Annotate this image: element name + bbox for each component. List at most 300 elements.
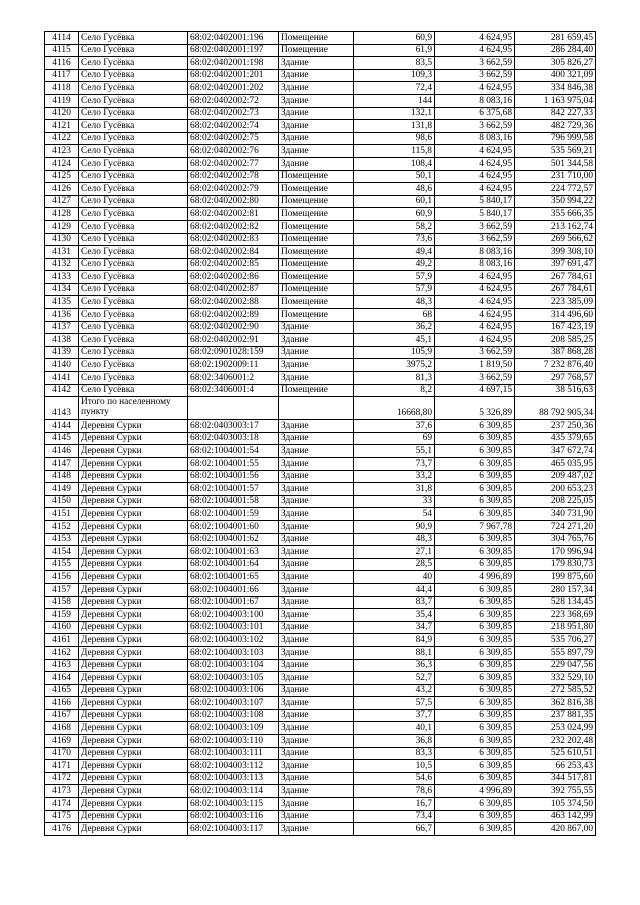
settlement-cell: Село Гусёвка (79, 170, 188, 183)
object-type-cell: Помещение (279, 309, 354, 322)
specific-value-cell: 6 309,85 (435, 508, 515, 521)
area-cell: 37,7 (354, 709, 435, 722)
row-number-cell: 4167 (45, 709, 79, 722)
cadastral-number-cell: 68:02:0402002:86 (188, 271, 279, 284)
table-row (45, 558, 596, 571)
settlement-cell: Деревня Сурки (79, 823, 188, 836)
area-cell: 34,7 (354, 621, 435, 634)
cadastral-value-cell: 281 659,45 (515, 32, 596, 45)
settlement-cell: Итого по населенному пункту (79, 397, 188, 420)
specific-value-cell: 6 309,85 (435, 709, 515, 722)
table-row (45, 785, 596, 798)
cadastral-value-cell: 314 496,60 (515, 309, 596, 322)
settlement-cell: Село Гусёвка (79, 195, 188, 208)
cadastral-number-cell: 68:02:0402002:81 (188, 208, 279, 221)
cadastral-value-cell: 347 672,74 (515, 445, 596, 458)
object-type-cell: Здание (279, 495, 354, 508)
table-row (45, 420, 596, 433)
cadastral-value-cell: 208 585,25 (515, 334, 596, 347)
cadastral-value-cell: 465 035,95 (515, 458, 596, 471)
cadastral-value-cell: 535 569,21 (515, 145, 596, 158)
object-type-cell: Здание (279, 583, 354, 596)
settlement-cell: Село Гусёвка (79, 94, 188, 107)
cadastral-number-cell: 68:02:0402002:90 (188, 321, 279, 334)
table-row (45, 145, 596, 158)
cadastral-value-cell: 555 897,79 (515, 646, 596, 659)
object-type-cell: Здание (279, 321, 354, 334)
object-type-cell: Здание (279, 69, 354, 82)
table-row (45, 32, 596, 45)
table-row (45, 309, 596, 322)
cadastral-value-cell: 528 134,45 (515, 596, 596, 609)
settlement-cell: Деревня Сурки (79, 609, 188, 622)
object-type-cell: Здание (279, 372, 354, 385)
row-number-cell: 4137 (45, 321, 79, 334)
object-type-cell: Помещение (279, 233, 354, 246)
row-number-cell: 4139 (45, 346, 79, 359)
specific-value-cell: 6 309,85 (435, 659, 515, 672)
settlement-cell: Деревня Сурки (79, 483, 188, 496)
area-cell: 61,9 (354, 44, 435, 57)
area-cell: 88,1 (354, 646, 435, 659)
cadastral-number-cell: 68:02:1004001:60 (188, 520, 279, 533)
area-cell: 69 (354, 432, 435, 445)
object-type-cell: Здание (279, 596, 354, 609)
object-type-cell: Здание (279, 120, 354, 133)
object-type-cell: Здание (279, 132, 354, 145)
settlement-cell: Село Гусёвка (79, 258, 188, 271)
cadastral-value-cell: 223 385,09 (515, 296, 596, 309)
row-number-cell: 4114 (45, 32, 79, 45)
object-type-cell: Здание (279, 810, 354, 823)
settlement-cell: Деревня Сурки (79, 697, 188, 710)
cadastral-number-cell: 68:02:3406001:2 (188, 372, 279, 385)
table-row (45, 646, 596, 659)
cadastral-number-cell: 68:02:1004003:100 (188, 609, 279, 622)
row-number-cell: 4133 (45, 271, 79, 284)
area-cell: 28,5 (354, 558, 435, 571)
area-cell: 78,6 (354, 785, 435, 798)
specific-value-cell: 6 309,85 (435, 583, 515, 596)
cadastral-value-cell: 267 784,61 (515, 283, 596, 296)
settlement-cell: Деревня Сурки (79, 659, 188, 672)
area-cell: 58,2 (354, 220, 435, 233)
table-row (45, 44, 596, 57)
settlement-cell: Деревня Сурки (79, 810, 188, 823)
object-type-cell: Здание (279, 94, 354, 107)
row-number-cell: 4141 (45, 372, 79, 385)
object-type-cell: Здание (279, 760, 354, 773)
cadastral-value-cell: 167 423,19 (515, 321, 596, 334)
object-type-cell: Здание (279, 735, 354, 748)
specific-value-cell: 4 624,95 (435, 170, 515, 183)
cadastral-number-cell: 68:02:0403003:17 (188, 420, 279, 433)
area-cell: 73,4 (354, 810, 435, 823)
table-row (45, 445, 596, 458)
table-row (45, 372, 596, 385)
cadastral-number-cell: 68:02:0402002:87 (188, 283, 279, 296)
cadastral-number-cell: 68:02:1004001:63 (188, 546, 279, 559)
row-number-cell: 4169 (45, 735, 79, 748)
specific-value-cell: 3 662,59 (435, 57, 515, 70)
area-cell: 37,6 (354, 420, 435, 433)
specific-value-cell: 8 083,16 (435, 94, 515, 107)
row-number-cell: 4152 (45, 520, 79, 533)
settlement-cell: Деревня Сурки (79, 470, 188, 483)
table-row (45, 69, 596, 82)
row-number-cell: 4162 (45, 646, 79, 659)
cadastral-value-cell: 224 772,57 (515, 183, 596, 196)
table-row (45, 321, 596, 334)
specific-value-cell: 8 083,16 (435, 132, 515, 145)
row-number-cell: 4135 (45, 296, 79, 309)
object-type-cell: Здание (279, 445, 354, 458)
cadastral-number-cell: 68:02:1004001:66 (188, 583, 279, 596)
object-type-cell: Здание (279, 508, 354, 521)
settlement-cell: Деревня Сурки (79, 458, 188, 471)
settlement-cell: Деревня Сурки (79, 546, 188, 559)
cadastral-number-cell: 68:02:1004003:104 (188, 659, 279, 672)
table-row (45, 120, 596, 133)
row-number-cell: 4143 (45, 397, 79, 420)
area-cell: 49,4 (354, 246, 435, 259)
cadastral-value-cell: 232 202,48 (515, 735, 596, 748)
row-number-cell: 4151 (45, 508, 79, 521)
row-number-cell: 4145 (45, 432, 79, 445)
cadastral-number-cell: 68:02:0402002:88 (188, 296, 279, 309)
table-row (45, 709, 596, 722)
table-row (45, 432, 596, 445)
cadastral-number-cell: 68:02:0402002:78 (188, 170, 279, 183)
table-row (45, 283, 596, 296)
area-cell: 43,2 (354, 684, 435, 697)
object-type-cell: Помещение (279, 220, 354, 233)
cadastral-value-cell: 362 816,38 (515, 697, 596, 710)
object-type-cell: Помещение (279, 195, 354, 208)
settlement-cell: Деревня Сурки (79, 558, 188, 571)
area-cell: 66,7 (354, 823, 435, 836)
object-type-cell: Здание (279, 772, 354, 785)
area-cell: 68 (354, 309, 435, 322)
specific-value-cell: 6 309,85 (435, 533, 515, 546)
settlement-cell: Село Гусёвка (79, 132, 188, 145)
row-number-cell: 4116 (45, 57, 79, 70)
object-type-cell: Помещение (279, 384, 354, 397)
cadastral-value-cell: 334 846,38 (515, 82, 596, 95)
settlement-cell: Село Гусёвка (79, 69, 188, 82)
specific-value-cell: 6 309,85 (435, 672, 515, 685)
area-cell: 27,1 (354, 546, 435, 559)
area-cell: 98,6 (354, 132, 435, 145)
cadastral-value-cell: 387 868,28 (515, 346, 596, 359)
table-row (45, 157, 596, 170)
specific-value-cell: 4 624,95 (435, 44, 515, 57)
row-number-cell: 4174 (45, 798, 79, 811)
row-number-cell: 4154 (45, 546, 79, 559)
cadastral-number-cell: 68:02:0402001:202 (188, 82, 279, 95)
object-type-cell: Здание (279, 458, 354, 471)
settlement-cell: Село Гусёвка (79, 107, 188, 120)
cadastral-value-cell: 525 610,51 (515, 747, 596, 760)
object-type-cell: Здание (279, 520, 354, 533)
cadastral-number-cell: 68:02:0402001:201 (188, 69, 279, 82)
specific-value-cell: 4 624,95 (435, 271, 515, 284)
object-type-cell: Здание (279, 697, 354, 710)
cadastral-value-cell: 223 368,69 (515, 609, 596, 622)
table-row (45, 495, 596, 508)
cadastral-number-cell: 68:02:0402002:72 (188, 94, 279, 107)
specific-value-cell: 4 624,95 (435, 183, 515, 196)
table-row (45, 596, 596, 609)
cadastral-value-cell: 66 253,43 (515, 760, 596, 773)
cadastral-number-cell: 68:02:1004001:62 (188, 533, 279, 546)
area-cell: 45,1 (354, 334, 435, 347)
row-number-cell: 4131 (45, 246, 79, 259)
cadastral-value-cell: 304 765,76 (515, 533, 596, 546)
table-row (45, 697, 596, 710)
settlement-cell: Деревня Сурки (79, 646, 188, 659)
cadastral-value-cell: 724 271,20 (515, 520, 596, 533)
row-number-cell: 4125 (45, 170, 79, 183)
area-cell: 8,2 (354, 384, 435, 397)
specific-value-cell: 6 309,85 (435, 772, 515, 785)
cadastral-number-cell: 68:02:0901028:159 (188, 346, 279, 359)
area-cell: 54,6 (354, 772, 435, 785)
cadastral-value-cell: 269 566,62 (515, 233, 596, 246)
object-type-cell (279, 397, 354, 420)
cadastral-number-cell: 68:02:1004003:105 (188, 672, 279, 685)
cadastral-value-cell: 7 232 876,40 (515, 359, 596, 372)
table-row (45, 94, 596, 107)
specific-value-cell: 6 309,85 (435, 798, 515, 811)
row-number-cell: 4138 (45, 334, 79, 347)
cadastral-number-cell: 68:02:1004001:64 (188, 558, 279, 571)
settlement-cell: Деревня Сурки (79, 508, 188, 521)
area-cell: 132,1 (354, 107, 435, 120)
settlement-cell: Село Гусёвка (79, 283, 188, 296)
cadastral-number-cell: 68:02:0402002:79 (188, 183, 279, 196)
specific-value-cell: 3 662,59 (435, 372, 515, 385)
specific-value-cell: 6 309,85 (435, 810, 515, 823)
specific-value-cell: 6 309,85 (435, 735, 515, 748)
cadastral-value-cell: 435 379,65 (515, 432, 596, 445)
specific-value-cell: 6 309,85 (435, 432, 515, 445)
cadastral-value-cell: 501 344,58 (515, 157, 596, 170)
settlement-cell: Село Гусёвка (79, 271, 188, 284)
settlement-cell: Село Гусёвка (79, 372, 188, 385)
cadastral-value-cell: 267 784,61 (515, 271, 596, 284)
area-cell: 33 (354, 495, 435, 508)
specific-value-cell: 3 662,59 (435, 220, 515, 233)
cadastral-value-cell: 392 755,55 (515, 785, 596, 798)
cadastral-value-cell: 397 691,47 (515, 258, 596, 271)
specific-value-cell: 6 309,85 (435, 634, 515, 647)
specific-value-cell: 6 309,85 (435, 546, 515, 559)
specific-value-cell: 6 309,85 (435, 697, 515, 710)
area-cell: 48,3 (354, 296, 435, 309)
specific-value-cell: 6 309,85 (435, 722, 515, 735)
cadastral-value-cell: 344 517,81 (515, 772, 596, 785)
table-row (45, 258, 596, 271)
row-number-cell: 4128 (45, 208, 79, 221)
row-number-cell: 4148 (45, 470, 79, 483)
cadastral-value-cell: 229 047,56 (515, 659, 596, 672)
settlement-cell: Деревня Сурки (79, 520, 188, 533)
cadastral-number-cell: 68:02:1004001:65 (188, 571, 279, 584)
object-type-cell: Здание (279, 57, 354, 70)
area-cell: 131,8 (354, 120, 435, 133)
table-body (45, 32, 596, 836)
cadastral-value-cell: 237 250,36 (515, 420, 596, 433)
area-cell: 57,5 (354, 697, 435, 710)
settlement-cell: Село Гусёвка (79, 220, 188, 233)
cadastral-number-cell: 68:02:1004003:103 (188, 646, 279, 659)
settlement-cell: Деревня Сурки (79, 684, 188, 697)
table-row (45, 735, 596, 748)
row-number-cell: 4150 (45, 495, 79, 508)
settlement-cell: Деревня Сурки (79, 735, 188, 748)
specific-value-cell: 4 624,95 (435, 283, 515, 296)
area-cell: 109,3 (354, 69, 435, 82)
total-row (45, 397, 596, 420)
area-cell: 83,7 (354, 596, 435, 609)
cadastral-value-cell: 179 830,73 (515, 558, 596, 571)
area-cell: 57,9 (354, 283, 435, 296)
settlement-cell: Деревня Сурки (79, 785, 188, 798)
cadastral-value-cell: 200 653,23 (515, 483, 596, 496)
settlement-cell: Деревня Сурки (79, 445, 188, 458)
row-number-cell: 4115 (45, 44, 79, 57)
area-cell: 48,6 (354, 183, 435, 196)
object-type-cell: Здание (279, 558, 354, 571)
cadastral-number-cell: 68:02:0402002:74 (188, 120, 279, 133)
settlement-cell: Село Гусёвка (79, 44, 188, 57)
row-number-cell: 4157 (45, 583, 79, 596)
cadastral-value-cell: 535 706,27 (515, 634, 596, 647)
object-type-cell: Здание (279, 346, 354, 359)
area-cell: 36,3 (354, 659, 435, 672)
cadastral-number-cell: 68:02:1004003:111 (188, 747, 279, 760)
settlement-cell: Село Гусёвка (79, 321, 188, 334)
area-cell: 52,7 (354, 672, 435, 685)
row-number-cell: 4165 (45, 684, 79, 697)
cadastral-number-cell: 68:02:1004003:106 (188, 684, 279, 697)
specific-value-cell: 6 309,85 (435, 747, 515, 760)
area-cell: 60,9 (354, 32, 435, 45)
settlement-cell: Село Гусёвка (79, 120, 188, 133)
row-number-cell: 4175 (45, 810, 79, 823)
area-cell: 108,4 (354, 157, 435, 170)
cadastral-number-cell: 68:02:1004003:102 (188, 634, 279, 647)
specific-value-cell: 8 083,16 (435, 246, 515, 259)
table-row (45, 672, 596, 685)
row-number-cell: 4132 (45, 258, 79, 271)
cadastral-number-cell: 68:02:1004003:117 (188, 823, 279, 836)
object-type-cell: Здание (279, 609, 354, 622)
specific-value-cell: 6 309,85 (435, 823, 515, 836)
object-type-cell: Помещение (279, 271, 354, 284)
object-type-cell: Здание (279, 684, 354, 697)
cadastral-value-cell: 482 729,36 (515, 120, 596, 133)
cadastral-value-cell: 796 999,58 (515, 132, 596, 145)
cadastral-number-cell: 68:02:1004003:110 (188, 735, 279, 748)
cadastral-value-cell: 199 875,60 (515, 571, 596, 584)
cadastral-number-cell: 68:02:0402002:91 (188, 334, 279, 347)
cadastral-value-cell: 463 142,99 (515, 810, 596, 823)
settlement-cell: Село Гусёвка (79, 246, 188, 259)
table-row (45, 233, 596, 246)
settlement-cell: Деревня Сурки (79, 722, 188, 735)
cadastral-value-cell: 253 024,99 (515, 722, 596, 735)
row-number-cell: 4130 (45, 233, 79, 246)
row-number-cell: 4164 (45, 672, 79, 685)
row-number-cell: 4166 (45, 697, 79, 710)
specific-value-cell: 3 662,59 (435, 346, 515, 359)
object-type-cell: Здание (279, 145, 354, 158)
cadastral-number-cell: 68:02:1004001:54 (188, 445, 279, 458)
settlement-cell: Деревня Сурки (79, 432, 188, 445)
area-cell: 73,6 (354, 233, 435, 246)
object-type-cell: Здание (279, 634, 354, 647)
area-cell: 3975,2 (354, 359, 435, 372)
table-row (45, 183, 596, 196)
area-cell: 40 (354, 571, 435, 584)
cadastral-number-cell: 68:02:1004001:67 (188, 596, 279, 609)
settlement-cell: Деревня Сурки (79, 596, 188, 609)
cadastral-value-table (44, 31, 596, 836)
specific-value-cell: 5 840,17 (435, 195, 515, 208)
specific-value-cell: 6 309,85 (435, 621, 515, 634)
table-row (45, 458, 596, 471)
specific-value-cell: 6 309,85 (435, 760, 515, 773)
row-number-cell: 4156 (45, 571, 79, 584)
object-type-cell: Здание (279, 546, 354, 559)
object-type-cell: Помещение (279, 208, 354, 221)
table-row (45, 220, 596, 233)
area-cell: 115,8 (354, 145, 435, 158)
cadastral-value-cell: 1 163 975,04 (515, 94, 596, 107)
row-number-cell: 4159 (45, 609, 79, 622)
object-type-cell: Здание (279, 82, 354, 95)
object-type-cell: Помещение (279, 296, 354, 309)
cadastral-value-cell: 305 826,27 (515, 57, 596, 70)
cadastral-number-cell: 68:02:1004003:101 (188, 621, 279, 634)
object-type-cell: Помещение (279, 44, 354, 57)
cadastral-number-cell: 68:02:0402002:83 (188, 233, 279, 246)
settlement-cell: Село Гусёвка (79, 145, 188, 158)
specific-value-cell: 6 309,85 (435, 596, 515, 609)
cadastral-number-cell: 68:02:1004003:107 (188, 697, 279, 710)
cadastral-number-cell: 68:02:1004001:58 (188, 495, 279, 508)
row-number-cell: 4161 (45, 634, 79, 647)
specific-value-cell: 6 309,85 (435, 646, 515, 659)
specific-value-cell: 3 662,59 (435, 69, 515, 82)
area-cell: 31,8 (354, 483, 435, 496)
row-number-cell: 4117 (45, 69, 79, 82)
specific-value-cell: 6 309,85 (435, 495, 515, 508)
cadastral-value-cell: 88 792 905,34 (515, 397, 596, 420)
table-row (45, 520, 596, 533)
area-cell: 60,9 (354, 208, 435, 221)
cadastral-number-cell: 68:02:0402002:85 (188, 258, 279, 271)
cadastral-value-cell: 237 881,35 (515, 709, 596, 722)
table-row (45, 346, 596, 359)
specific-value-cell: 7 967,78 (435, 520, 515, 533)
settlement-cell: Деревня Сурки (79, 798, 188, 811)
object-type-cell: Здание (279, 157, 354, 170)
cadastral-value-cell: 38 516,63 (515, 384, 596, 397)
object-type-cell: Здание (279, 785, 354, 798)
